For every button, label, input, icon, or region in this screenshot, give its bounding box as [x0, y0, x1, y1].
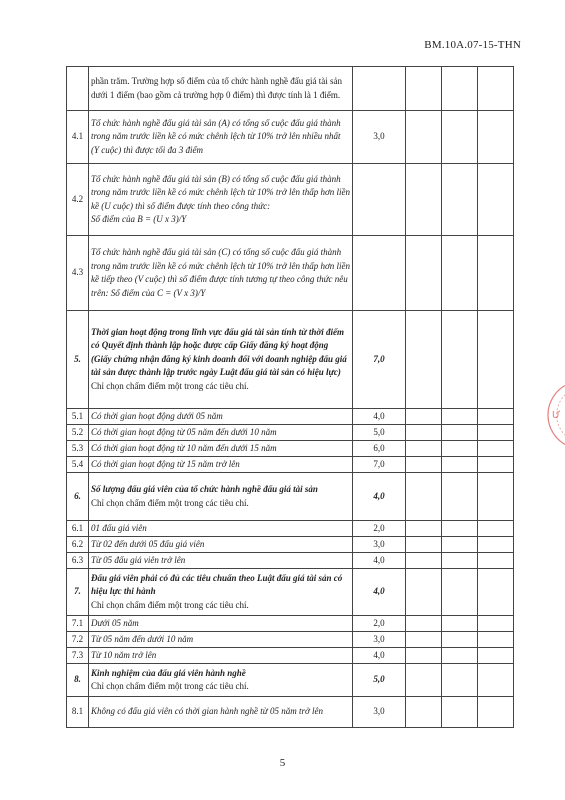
score-cell	[442, 425, 478, 441]
score-cell	[478, 111, 514, 164]
score-cell	[478, 553, 514, 569]
score-cell	[442, 553, 478, 569]
criterion-number: 7.1	[67, 616, 89, 632]
table-row	[67, 457, 514, 473]
score-cell	[442, 457, 478, 473]
score-cell	[478, 425, 514, 441]
criterion-number: 4.1	[67, 111, 89, 164]
score-cell	[478, 616, 514, 632]
criterion-description: Từ 05 đấu giá viên trở lên	[89, 553, 353, 569]
score-cell	[478, 569, 514, 616]
table-row	[67, 616, 514, 632]
criterion-number: 7.3	[67, 648, 89, 664]
criterion-number: 6.2	[67, 537, 89, 553]
score-cell	[442, 164, 478, 236]
scoring-table	[66, 66, 514, 728]
score-cell	[442, 697, 478, 728]
score-cell	[442, 311, 478, 409]
criterion-note: Chỉ chọn chấm điểm một trong các tiêu chí.	[91, 681, 249, 691]
score-cell	[478, 648, 514, 664]
table-row	[67, 632, 514, 648]
table-row	[67, 164, 514, 236]
score-cell	[442, 67, 478, 111]
table-row	[67, 648, 514, 664]
score-cell	[406, 569, 442, 616]
max-score: 5,0	[353, 664, 406, 697]
criterion-description	[89, 569, 353, 616]
score-cell	[478, 441, 514, 457]
score-cell	[442, 664, 478, 697]
score-cell	[442, 537, 478, 553]
table-row	[67, 236, 514, 311]
max-score: 2,0	[353, 521, 406, 537]
score-cell	[442, 569, 478, 616]
max-score: 5,0	[353, 425, 406, 441]
criterion-number: 7.2	[67, 632, 89, 648]
page-number: 5	[279, 757, 286, 769]
score-cell	[442, 409, 478, 425]
criterion-description: Từ 02 đến dưới 05 đấu giá viên	[89, 537, 353, 553]
score-cell	[406, 664, 442, 697]
score-cell	[442, 473, 478, 521]
max-score: 2,0	[353, 616, 406, 632]
max-score: 6,0	[353, 441, 406, 457]
score-cell	[478, 697, 514, 728]
max-score: 3,0	[353, 632, 406, 648]
table-row	[67, 664, 514, 697]
criterion-title: Thời gian hoạt động trong lĩnh vực đấu giá tài sản tính từ thời điểm có Quyết định thành lập hoặc được cấp Giấy đăng ký hoạt động (Giấy chứng nhận đăng ký kinh doanh đối với doanh nghiệp đấu giá tài sản được thành lập trước ngày Luật đấu giá tài sản có hiệu lực)	[91, 326, 347, 378]
seal-stamp-fragment	[538, 380, 565, 450]
criterion-note: Chỉ chọn chấm điểm một trong các tiêu chí.	[91, 497, 249, 508]
score-cell	[442, 632, 478, 648]
max-score	[353, 67, 406, 111]
max-score: 4,0	[353, 648, 406, 664]
score-cell	[406, 441, 442, 457]
criterion-description	[89, 311, 353, 409]
score-cell	[442, 236, 478, 311]
criterion-description: Có thời gian hoạt động từ 05 năm đến dưới 10 năm	[89, 425, 353, 441]
criterion-number: 5.	[67, 311, 89, 409]
formula-text: Số điểm của B = (U x 3)/Y	[91, 214, 187, 224]
criterion-text: Tổ chức hành nghề đấu giá tài sản (B) có tổng số cuộc đấu giá thành trong năm trước liền kề có mức chênh lệch từ 10% trở lên thấp hơn liền kề (U cuộc) thì số điểm được tính theo công thức:	[91, 173, 350, 211]
criterion-description: phần trăm. Trường hợp số điểm của tổ chức hành nghề đấu giá tài sản dưới 1 điểm (bao gồm cả trường hợp 0 điểm) thì được tính là 1 điểm.	[89, 67, 353, 111]
table-row	[67, 441, 514, 457]
criterion-number: 4.3	[67, 236, 89, 311]
criterion-description: Có thời gian hoạt động dưới 05 năm	[89, 409, 353, 425]
score-cell	[442, 111, 478, 164]
criterion-description: Có thời gian hoạt động từ 15 năm trở lên	[89, 457, 353, 473]
score-cell	[406, 67, 442, 111]
criterion-number: 5.3	[67, 441, 89, 457]
score-cell	[478, 236, 514, 311]
criterion-description: Từ 10 năm trở lên	[89, 648, 353, 664]
max-score: 4,0	[353, 473, 406, 521]
score-cell	[406, 164, 442, 236]
svg-text:Ư: Ư	[552, 410, 561, 421]
score-cell	[406, 521, 442, 537]
score-cell	[406, 425, 442, 441]
criterion-title: Kinh nghiệm của đấu giá viên hành nghề	[91, 667, 246, 678]
max-score: 4,0	[353, 569, 406, 616]
table-row	[67, 409, 514, 425]
criterion-note: Chỉ chọn chấm điểm một trong các tiêu chí.	[91, 380, 249, 391]
score-cell	[478, 164, 514, 236]
criterion-description: Từ 05 năm đến dưới 10 năm	[89, 632, 353, 648]
score-cell	[442, 521, 478, 537]
score-cell	[478, 664, 514, 697]
document-code: BM.10A.07-15-THN	[424, 39, 521, 51]
max-score: 7,0	[353, 457, 406, 473]
score-cell	[478, 473, 514, 521]
criterion-number: 6.	[67, 473, 89, 521]
criterion-description: Có thời gian hoạt động từ 10 năm đến dưới 15 năm	[89, 441, 353, 457]
score-cell	[478, 632, 514, 648]
score-cell	[478, 457, 514, 473]
table-row	[67, 311, 514, 409]
max-score: 4,0	[353, 409, 406, 425]
score-cell	[406, 537, 442, 553]
criterion-description: Không có đấu giá viên có thời gian hành nghề từ 05 năm trở lên	[89, 697, 353, 728]
criterion-description: Dưới 05 năm	[89, 616, 353, 632]
criterion-number: 6.3	[67, 553, 89, 569]
score-cell	[478, 537, 514, 553]
criterion-title: Số lượng đấu giá viên của tổ chức hành nghề đấu giá tài sản	[91, 484, 318, 494]
criterion-number: 6.1	[67, 521, 89, 537]
max-score	[353, 164, 406, 236]
score-cell	[406, 236, 442, 311]
table-row	[67, 537, 514, 553]
score-cell	[406, 311, 442, 409]
table-row	[67, 111, 514, 164]
criterion-description	[89, 164, 353, 236]
criterion-number: 8.	[67, 664, 89, 697]
score-cell	[406, 553, 442, 569]
criterion-description: 01 đấu giá viên	[89, 521, 353, 537]
criterion-description: Tổ chức hành nghề đấu giá tài sản (A) có tổng số cuộc đấu giá thành trong năm trước liền kề có mức chênh lệch từ 10% trở lên nhiều nhất (Y cuộc) thì được tối đa 3 điểm	[89, 111, 353, 164]
score-cell	[406, 697, 442, 728]
criterion-number: 4.2	[67, 164, 89, 236]
score-cell	[442, 648, 478, 664]
max-score: 7,0	[353, 311, 406, 409]
table-row	[67, 521, 514, 537]
max-score: 3,0	[353, 697, 406, 728]
score-cell	[406, 632, 442, 648]
score-cell	[478, 311, 514, 409]
score-cell	[406, 473, 442, 521]
score-cell	[406, 409, 442, 425]
criterion-description	[89, 664, 353, 697]
criterion-number: 8.1	[67, 697, 89, 728]
score-cell	[406, 648, 442, 664]
criterion-description	[89, 473, 353, 521]
criterion-number: 5.2	[67, 425, 89, 441]
criterion-number: 5.1	[67, 409, 89, 425]
table-row	[67, 473, 514, 521]
criterion-number: 5.4	[67, 457, 89, 473]
table-row	[67, 569, 514, 616]
table-row	[67, 697, 514, 728]
max-score	[353, 236, 406, 311]
score-cell	[406, 457, 442, 473]
score-cell	[478, 409, 514, 425]
table-row	[67, 553, 514, 569]
table-row	[67, 67, 514, 111]
score-cell	[478, 67, 514, 111]
criterion-number: 7.	[67, 569, 89, 616]
criterion-number	[67, 67, 89, 111]
score-cell	[406, 111, 442, 164]
score-cell	[442, 616, 478, 632]
score-cell	[478, 521, 514, 537]
max-score: 3,0	[353, 537, 406, 553]
table-row	[67, 425, 514, 441]
max-score: 4,0	[353, 553, 406, 569]
criterion-note: Chỉ chọn chấm điểm một trong các tiêu chí.	[91, 599, 249, 610]
criterion-title: Đấu giá viên phải có đủ các tiêu chuẩn theo Luật đấu giá tài sản có hiệu lực thi hành	[91, 572, 343, 597]
score-cell	[442, 441, 478, 457]
max-score: 3,0	[353, 111, 406, 164]
score-cell	[406, 616, 442, 632]
criterion-description: Tổ chức hành nghề đấu giá tài sản (C) có tổng số cuộc đấu giá thành trong năm trước liền kề có mức chênh lệch từ 10% trở lên thấp hơn liền kề tiếp theo (V cuộc) thì số điểm được tính tương tự theo công thức nêu trên: Số điểm của C = (V x 3)/Y	[89, 236, 353, 311]
